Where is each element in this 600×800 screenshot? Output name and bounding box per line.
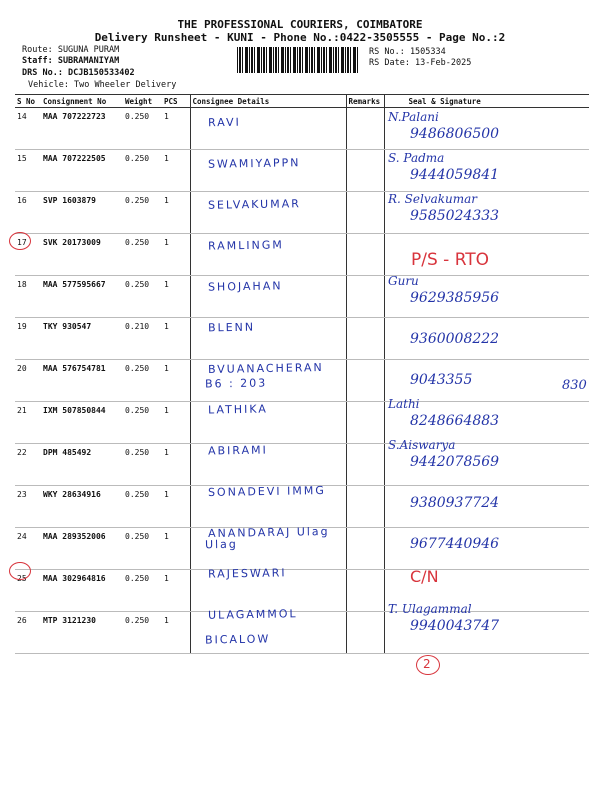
- cell-cn: WKY 28634916: [41, 486, 123, 528]
- cell-pcs: 1: [162, 612, 190, 654]
- cell-remarks: [346, 318, 384, 360]
- cell-cn: MAA 707222723: [41, 108, 123, 150]
- consignee-name: ULAGAMMOL: [207, 607, 298, 622]
- table-row: [15, 612, 589, 654]
- consignee-name: SONADEVI IMMG: [207, 483, 326, 500]
- cell-sno: 25: [15, 570, 41, 612]
- signature: S. Padma: [388, 151, 445, 165]
- cell-sno: 17: [15, 234, 41, 276]
- table-header-row: [15, 95, 589, 108]
- table-row: [15, 444, 589, 486]
- cell-remarks: [346, 486, 384, 528]
- cell-pcs: 1: [162, 444, 190, 486]
- consignee-name: LATHIKA: [207, 402, 268, 417]
- rs-number: RS No.: 1505334: [369, 47, 446, 57]
- cell-sno: 16: [15, 192, 41, 234]
- cell-sno: 18: [15, 276, 41, 318]
- cell-pcs: 1: [162, 528, 190, 570]
- cell-sno: 23: [15, 486, 41, 528]
- vehicle-label: Vehicle: Two Wheeler Delivery: [28, 80, 177, 90]
- cell-cn: MTP 3121230: [41, 612, 123, 654]
- cell-cn: SVK 20173009: [41, 234, 123, 276]
- signature-phone: 9486806500: [410, 126, 500, 142]
- signature-phone: 8248664883: [410, 413, 500, 429]
- route-label: Route: SUGUNA PURAM: [22, 45, 120, 55]
- consignee-name: RAJESWARI: [207, 566, 287, 581]
- cell-pcs: 1: [162, 360, 190, 402]
- cell-pcs: 1: [162, 192, 190, 234]
- cell-remarks: [346, 570, 384, 612]
- cell-cn: MAA 576754781: [41, 360, 123, 402]
- col-remarks: Remarks: [346, 95, 384, 108]
- cell-remarks: [346, 528, 384, 570]
- row24-line2: Ulag: [204, 537, 238, 552]
- cell-cn: MAA 707222505: [41, 150, 123, 192]
- signature: S.Aiswarya: [388, 438, 456, 452]
- cell-cn: MAA 577595667: [41, 276, 123, 318]
- table-row: [15, 234, 589, 276]
- table-row: [15, 402, 589, 444]
- cell-sno: 19: [15, 318, 41, 360]
- cell-sno: 26: [15, 612, 41, 654]
- cell-sno: 15: [15, 150, 41, 192]
- table-row: [15, 192, 589, 234]
- cell-sno: 24: [15, 528, 41, 570]
- cell-cn: MAA 302964816: [41, 570, 123, 612]
- cell-w: 0.250: [123, 360, 162, 402]
- table-row: [15, 108, 589, 150]
- row17-circle: [9, 232, 31, 250]
- consignee-name: SHOJAHAN: [207, 279, 283, 294]
- cell-w: 0.250: [123, 528, 162, 570]
- cell-w: 0.250: [123, 612, 162, 654]
- cell-w: 0.250: [123, 150, 162, 192]
- signature-phone: 9360008222: [410, 331, 500, 347]
- signature-phone: 9677440946: [410, 536, 500, 552]
- signature-phone: 9444059841: [410, 167, 500, 183]
- cell-sno: 20: [15, 360, 41, 402]
- signature-phone: 9043355: [410, 372, 473, 388]
- consignee-name: ANANDARAJ Ulag: [207, 524, 330, 541]
- consignee-name: BVUANACHERAN: [207, 360, 324, 377]
- cell-w: 0.250: [123, 108, 162, 150]
- signature-phone: 9380937724: [410, 495, 500, 511]
- table-row: [15, 570, 589, 612]
- cell-pcs: 1: [162, 234, 190, 276]
- cell-pcs: 1: [162, 150, 190, 192]
- row25-circle: [9, 562, 31, 580]
- cell-remarks: [346, 192, 384, 234]
- cell-pcs: 1: [162, 402, 190, 444]
- cell-w: 0.250: [123, 486, 162, 528]
- cell-w: 0.250: [123, 276, 162, 318]
- cell-sno: 14: [15, 108, 41, 150]
- consignee-name: BLENN: [207, 320, 256, 335]
- company-name: THE PROFESSIONAL COURIERS, COIMBATORE: [177, 18, 423, 31]
- table-row: [15, 276, 589, 318]
- cell-remarks: [346, 402, 384, 444]
- consignee-name: SELVAKUMAR: [207, 197, 301, 212]
- signature: T. Ulagammal: [388, 602, 472, 616]
- cell-remarks: [346, 612, 384, 654]
- signature-phone: 9442078569: [410, 454, 500, 470]
- row20-address: B6 : 203: [204, 376, 268, 391]
- cell-pcs: 1: [162, 570, 190, 612]
- staff-label: Staff: SUBRAMANIYAM: [22, 56, 120, 66]
- signature-phone: 9940043747: [410, 618, 500, 634]
- cell-w: 0.250: [123, 402, 162, 444]
- cell-pcs: 1: [162, 318, 190, 360]
- cell-remarks: [346, 360, 384, 402]
- consignee-name: SWAMIYAPPN: [207, 156, 301, 171]
- runsheet-subtitle: Delivery Runsheet - KUNI - Phone No.:0422-3505555 - Page No.:2: [94, 31, 506, 44]
- consignee-name: RAMLINGM: [207, 238, 284, 253]
- cell-sno: 21: [15, 402, 41, 444]
- cell-cn: SVP 1603879: [41, 192, 123, 234]
- cell-remarks: [346, 150, 384, 192]
- col-weight: Weight: [123, 95, 162, 108]
- table-row: [15, 318, 589, 360]
- cell-w: 0.210: [123, 318, 162, 360]
- row17-note: P/S - RTO: [411, 250, 490, 270]
- cell-remarks: [346, 234, 384, 276]
- cell-pcs: 1: [162, 486, 190, 528]
- row20-extra: 830: [562, 378, 587, 393]
- cell-remarks: [346, 444, 384, 486]
- row25-note: C/N: [410, 567, 439, 586]
- col-pcs: PCS: [162, 95, 190, 108]
- cell-sno: 22: [15, 444, 41, 486]
- signature-phone: 9585024333: [410, 208, 500, 224]
- cell-remarks: [346, 108, 384, 150]
- barcode-image: [237, 47, 359, 73]
- cell-w: 0.250: [123, 234, 162, 276]
- cell-w: 0.250: [123, 192, 162, 234]
- col-sno: S No: [15, 95, 41, 108]
- signature: Lathi: [388, 397, 420, 411]
- consignee-name: RAVI: [207, 115, 241, 130]
- col-consignee: Consignee Details: [190, 95, 346, 108]
- signature-phone: 9629385956: [410, 290, 500, 306]
- drs-number: DRS No.: DCJB150533402: [22, 68, 135, 78]
- cell-w: 0.250: [123, 570, 162, 612]
- cell-pcs: 1: [162, 276, 190, 318]
- signature: Guru: [388, 274, 419, 288]
- row26-line2: BICALOW: [204, 632, 271, 647]
- cell-remarks: [346, 276, 384, 318]
- page-number-mark: 2: [423, 657, 431, 671]
- col-consignment: Consignment No: [41, 95, 123, 108]
- rs-date: RS Date: 13-Feb-2025: [369, 58, 472, 68]
- cell-cn: TKY 930547: [41, 318, 123, 360]
- cell-cn: DPM 485492: [41, 444, 123, 486]
- table-row: [15, 150, 589, 192]
- consignee-name: ABIRAMI: [207, 443, 268, 458]
- signature: N.Palani: [388, 110, 439, 124]
- signature: R. Selvakumar: [388, 192, 478, 206]
- col-signature: Seal & Signature: [384, 95, 589, 108]
- cell-cn: IXM 507850844: [41, 402, 123, 444]
- cell-cn: MAA 289352006: [41, 528, 123, 570]
- cell-w: 0.250: [123, 444, 162, 486]
- cell-pcs: 1: [162, 108, 190, 150]
